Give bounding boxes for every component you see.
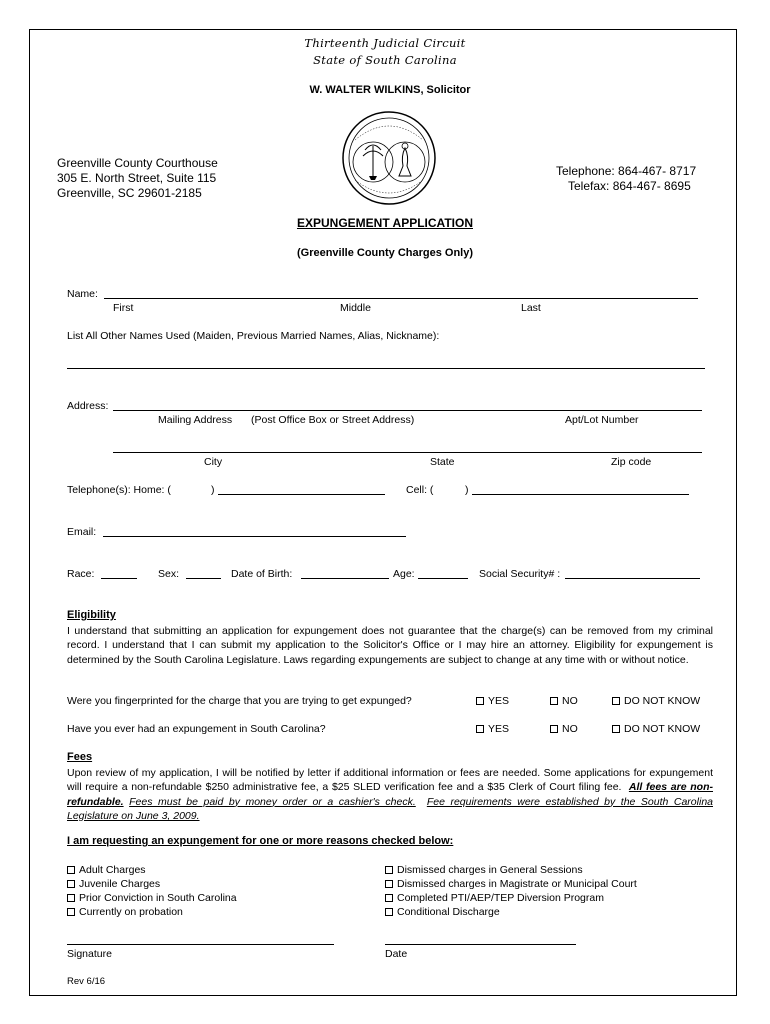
date-label: Date [385, 948, 408, 960]
checkbox-icon [67, 880, 75, 888]
telephone: Telephone: 864-467- 8717 [556, 164, 697, 178]
cell-phone-field[interactable] [472, 494, 689, 495]
cell-label: Cell: ( [406, 484, 434, 496]
office-address-line-1: Greenville County Courthouse [57, 156, 218, 170]
fingerprint-no-checkbox[interactable]: NO [550, 695, 578, 707]
eligibility-text: I understand that submitting an application for expungement does not guarantee that the charge(s) can be removed from my criminal record. I understand that I can submit my application to the Solicitor's Office or I may hire an attorney. Eligibility for expungement is determined by the South Carolina Legislature. Laws regarding expungements are subject to change at any time with or without notice. [67, 625, 713, 666]
form-title: EXPUNGEMENT APPLICATION [296, 216, 473, 230]
prior-expungement-yes-checkbox[interactable]: YES [476, 723, 509, 735]
ssn-label: Social Security# : [479, 568, 561, 580]
address-field[interactable] [113, 410, 702, 411]
reason-juvenile-charges-checkbox[interactable]: Juvenile Charges [67, 878, 160, 890]
name-label: Name: [67, 288, 98, 300]
name-first-label: First [113, 302, 134, 314]
office-address-line-3: Greenville, SC 29601-2185 [57, 186, 202, 200]
checkbox-icon [385, 894, 393, 902]
race-field[interactable] [101, 578, 137, 579]
checkbox-icon [67, 894, 75, 902]
checkbox-icon [476, 697, 484, 705]
reason-general-sessions-checkbox[interactable]: Dismissed charges in General Sessions [385, 864, 583, 876]
state-label: State [430, 456, 455, 468]
fingerprint-yes-checkbox[interactable]: YES [476, 695, 509, 707]
race-label: Race: [67, 568, 95, 580]
city-label: City [204, 456, 223, 468]
revision-label: Rev 6/16 [67, 976, 106, 987]
sex-field[interactable] [186, 578, 221, 579]
cell-paren-close: ) [465, 484, 469, 496]
sex-label: Sex: [158, 568, 180, 580]
state-seal-icon [341, 110, 437, 206]
checkbox-icon [385, 908, 393, 916]
state-name: State of South Carolina [313, 53, 457, 67]
address-label: Address: [67, 400, 109, 412]
reason-conditional-discharge-checkbox[interactable]: Conditional Discharge [385, 906, 500, 918]
fees-text: Upon review of my application, I will be notified by letter if additional information or fees are needed. Some applications for expungement will require a non-refundable $250 administrative fee, a $25 SLED verification fee and a $35 Clerk of Court filing fee. All fees are non-refundable. Fees must be paid by money order or a cashier's check. Fee requirements were established by the South Carolina Legislature on June 3, 2009. [67, 767, 713, 822]
checkbox-icon [612, 697, 620, 705]
circuit-name: Thirteenth Judicial Circuit [304, 36, 466, 50]
prior-expungement-no-checkbox[interactable]: NO [550, 723, 578, 735]
email-field[interactable] [103, 536, 406, 537]
fingerprint-dontknow-checkbox[interactable]: DO NOT KNOW [612, 695, 700, 707]
signature-field[interactable] [67, 944, 334, 945]
ssn-field[interactable] [565, 578, 700, 579]
dob-label: Date of Birth: [231, 568, 293, 580]
mailing-address-label: Mailing Address [158, 414, 233, 426]
checkbox-icon [67, 866, 75, 874]
signature-label: Signature [67, 948, 112, 960]
age-field[interactable] [418, 578, 468, 579]
name-last-label: Last [521, 302, 541, 314]
reason-magistrate-checkbox[interactable]: Dismissed charges in Magistrate or Municipal Court [385, 878, 637, 890]
city-state-zip-field[interactable] [113, 452, 702, 453]
reason-adult-charges-checkbox[interactable]: Adult Charges [67, 864, 146, 876]
other-names-label: List All Other Names Used (Maiden, Previous Married Names, Alias, Nickname): [67, 330, 440, 342]
po-box-label: (Post Office Box or Street Address) [251, 414, 415, 426]
checkbox-icon [476, 725, 484, 733]
home-phone-field[interactable] [218, 494, 385, 495]
date-field[interactable] [385, 944, 576, 945]
prior-expungement-dontknow-checkbox[interactable]: DO NOT KNOW [612, 723, 700, 735]
reason-probation-checkbox[interactable]: Currently on probation [67, 906, 183, 918]
checkbox-icon [550, 725, 558, 733]
fingerprint-question: Were you fingerprinted for the charge that you are trying to get expunged? [67, 695, 412, 707]
reasons-heading: I am requesting an expungement for one or more reasons checked below: [67, 835, 454, 847]
home-paren-close: ) [211, 484, 215, 496]
checkbox-icon [612, 725, 620, 733]
email-label: Email: [67, 526, 97, 538]
telephone-home-label: Telephone(s): Home: ( [67, 484, 171, 496]
prior-expungement-question: Have you ever had an expungement in South Carolina? [67, 723, 326, 735]
checkbox-icon [67, 908, 75, 916]
solicitor-name: W. WALTER WILKINS, Solicitor [309, 84, 471, 96]
fees-heading: Fees [67, 751, 93, 763]
checkbox-icon [385, 880, 393, 888]
telefax: Telefax: 864-467- 8695 [568, 179, 691, 193]
form-subtitle: (Greenville County Charges Only) [296, 247, 474, 259]
dob-field[interactable] [301, 578, 389, 579]
checkbox-icon [385, 866, 393, 874]
reason-prior-conviction-checkbox[interactable]: Prior Conviction in South Carolina [67, 892, 237, 904]
eligibility-heading: Eligibility [67, 609, 116, 621]
office-address-line-2: 305 E. North Street, Suite 115 [57, 171, 217, 185]
age-label: Age: [393, 568, 415, 580]
name-middle-label: Middle [340, 302, 371, 314]
zip-label: Zip code [611, 456, 652, 468]
checkbox-icon [550, 697, 558, 705]
name-field[interactable] [104, 298, 698, 299]
apt-lot-label: Apt/Lot Number [565, 414, 639, 426]
other-names-field[interactable] [67, 368, 705, 369]
reason-diversion-checkbox[interactable]: Completed PTI/AEP/TEP Diversion Program [385, 892, 604, 904]
